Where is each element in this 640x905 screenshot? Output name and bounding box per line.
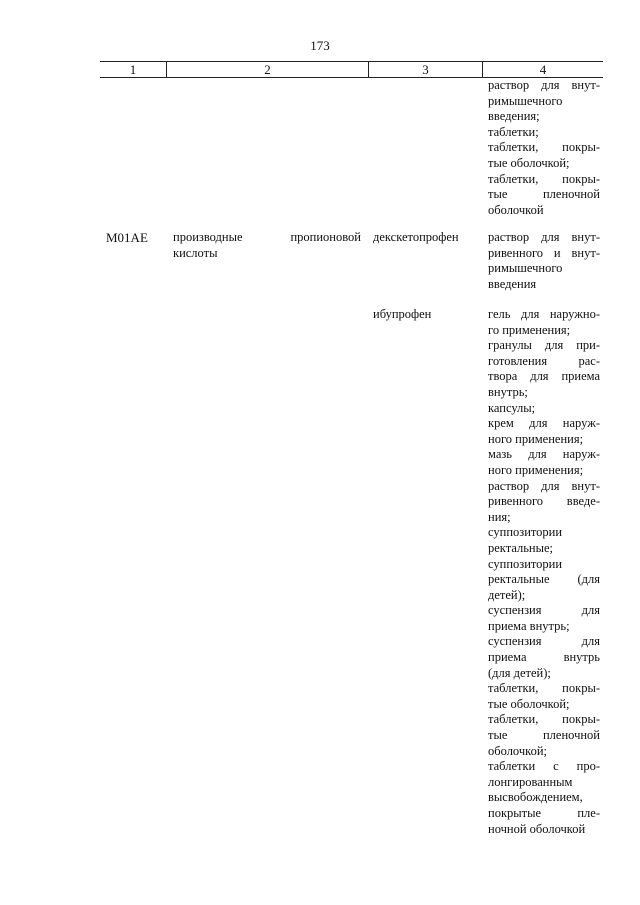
dosage-form-line: ного применения; xyxy=(488,462,584,477)
dosage-form-line: суппозитории xyxy=(488,525,563,540)
group-name-line2: кислоты xyxy=(173,245,218,260)
dosage-form-line: детей); xyxy=(488,587,526,602)
header-col-1: 1 xyxy=(129,62,137,77)
table-header-row xyxy=(100,61,603,78)
dosage-form-line: суспензия для xyxy=(488,603,600,618)
header-col-3: 3 xyxy=(422,62,429,77)
continued-dosage-forms xyxy=(488,78,600,218)
drug-name-dexketoprofen: декскетопрофен xyxy=(373,230,459,244)
dosage-form-line: ного применения; xyxy=(488,431,584,446)
dosage-form-line: таблетки с про- xyxy=(488,759,600,774)
dosage-form-line: таблетки, покры- xyxy=(488,712,600,727)
dosage-form-line: тые оболочкой; xyxy=(488,155,570,170)
group-name-line1-left: производные xyxy=(173,230,243,244)
dosage-form-line: раствор для внут- xyxy=(488,78,600,92)
page-number: 173 xyxy=(310,38,330,53)
dosage-form-line: римышечного xyxy=(488,261,563,276)
dosage-form-line: готовления рас- xyxy=(488,353,600,368)
dosage-forms-dexketoprofen xyxy=(488,230,600,292)
dosage-form-line: высвобождением, xyxy=(488,790,583,805)
dosage-form-line: (для детей); xyxy=(488,665,551,680)
dosage-form-line: мазь для наруж- xyxy=(488,447,600,462)
group-name-line1-right: пропионовой xyxy=(290,230,361,244)
dosage-form-line: суппозитории xyxy=(488,556,563,571)
header-col-2: 2 xyxy=(264,62,271,77)
dosage-form-line: лонгированным xyxy=(488,774,573,789)
dosage-form-line: ректальные (для xyxy=(488,572,600,587)
group-name xyxy=(173,230,361,261)
dosage-form-line: внутрь; xyxy=(488,384,528,399)
atc-code: M01AE xyxy=(106,230,148,245)
dosage-form-line: таблетки, покры- xyxy=(488,140,600,155)
dosage-forms-ibuprofen xyxy=(488,307,600,837)
drug-name-ibuprofen: ибупрофен xyxy=(373,307,432,321)
dosage-form-line: ректальные; xyxy=(488,540,554,555)
dosage-form-line: таблетки; xyxy=(488,124,539,139)
dosage-form-line: суспензия для xyxy=(488,634,600,649)
dosage-form-line: римышечного xyxy=(488,93,563,108)
dosage-form-line: раствор для внут- xyxy=(488,230,600,244)
dosage-form-line: гель для наружно- xyxy=(488,307,600,321)
dosage-form-line: оболочкой xyxy=(488,202,544,217)
dosage-form-line: крем для наруж- xyxy=(488,416,600,431)
dosage-form-line: раствор для внут- xyxy=(488,478,600,493)
dosage-form-line: таблетки, покры- xyxy=(488,681,600,696)
dosage-form-line: ночной оболочкой xyxy=(488,821,586,836)
dosage-form-line: введения xyxy=(488,276,537,291)
dosage-form-line: таблетки, покры- xyxy=(488,171,600,186)
dosage-form-line: оболочкой; xyxy=(488,743,547,758)
dosage-form-line: капсулы; xyxy=(488,400,536,415)
dosage-form-line: ния; xyxy=(488,509,511,524)
dosage-form-line: ривенного и внут- xyxy=(488,245,600,260)
dosage-form-line: тые оболочкой; xyxy=(488,696,570,711)
dosage-form-line: введения; xyxy=(488,109,540,124)
dosage-form-line: гранулы для при- xyxy=(488,338,600,353)
dosage-form-line: тые пленочной xyxy=(488,728,600,743)
dosage-form-line: твора для приема xyxy=(488,369,600,384)
dosage-form-line: приема внутрь; xyxy=(488,618,570,633)
dosage-form-line: приема внутрь xyxy=(488,650,600,665)
dosage-form-line: покрытые пле- xyxy=(488,806,600,820)
dosage-form-line: ривенного введе- xyxy=(488,494,600,509)
dosage-form-line: го применения; xyxy=(488,322,571,337)
header-col-4: 4 xyxy=(539,62,547,77)
dosage-form-line: тые пленочной xyxy=(488,187,600,202)
